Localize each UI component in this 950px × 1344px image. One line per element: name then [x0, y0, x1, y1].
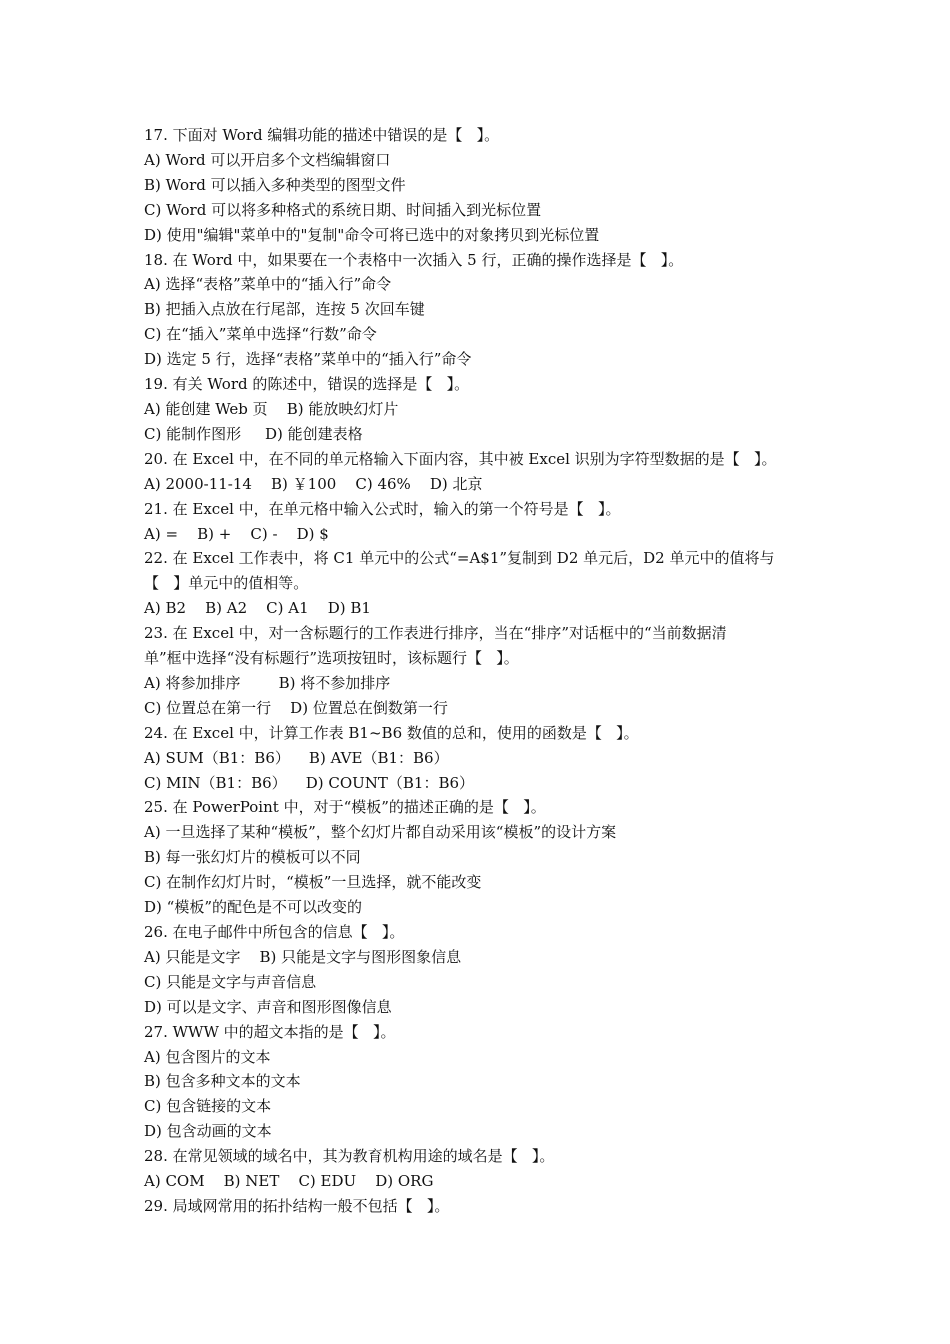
question-18: 18. 在 Word 中，如果要在一个表格中一次插入 5 行，正确的操作选择是【 】。 [144, 250, 684, 269]
options-26ab: A) 只能是文字 B) 只能是文字与图形图象信息 [144, 947, 462, 966]
option-18b: B) 把插入点放在行尾部，连按 5 次回车键 [144, 300, 425, 319]
options-21: A) = B) + C) - D) $ [144, 524, 329, 543]
question-22-line2: 【 】单元中的值相等。 [144, 574, 309, 593]
option-25b: B) 每一张幻灯片的模板可以不同 [144, 848, 361, 867]
option-27b: B) 包含多种文本的文本 [144, 1072, 301, 1091]
question-25: 25. 在 PowerPoint 中，对于“模板”的描述正确的是【 】。 [144, 798, 546, 817]
question-17: 17. 下面对 Word 编辑功能的描述中错误的是【 】。 [144, 126, 500, 144]
question-23-line2: 单”框中选择“没有标题行”选项按钮时，该标题行【 】。 [144, 649, 519, 668]
question-26: 26. 在电子邮件中所包含的信息【 】。 [144, 923, 405, 941]
option-26c: C) 只能是文字与声音信息 [144, 972, 317, 991]
question-list [144, 123, 814, 1219]
option-27a: A) 包含图片的文本 [144, 1047, 271, 1066]
options-28: A) COM B) NET C) EDU D) ORG [144, 1172, 434, 1191]
option-25c: C) 在制作幻灯片时，“模板”一旦选择，就不能改变 [144, 873, 482, 892]
question-24: 24. 在 Excel 中，计算工作表 B1~B6 数值的总和，使用的函数是【 】。 [144, 723, 639, 742]
options-22: A) B2 B) A2 C) A1 D) B1 [144, 599, 371, 618]
question-23-line1: 23. 在 Excel 中，对一含标题行的工作表进行排序，当在“排序”对话框中的“当前数据清 [144, 624, 727, 643]
question-29: 29. 局域网常用的拓扑结构一般不包括【 】。 [144, 1196, 450, 1215]
option-18c: C) 在“插入”菜单中选择“行数”命令 [144, 325, 377, 344]
question-27: 27. WWW 中的超文本指的是【 】。 [144, 1022, 396, 1041]
options-19ab: A) 能创建 Web 页 B) 能放映幻灯片 [144, 399, 399, 418]
question-28: 28. 在常见领域的域名中，其为教育机构用途的域名是【 】。 [144, 1147, 555, 1166]
option-25d: D) “模板”的配色是不可以改变的 [144, 898, 362, 917]
question-19: 19. 有关 Word 的陈述中，错误的选择是【 】。 [144, 375, 470, 394]
option-17a: A) Word 可以开启多个文档编辑窗口 [144, 150, 391, 169]
options-23cd: C) 位置总在第一行 D) 位置总在倒数第一行 [144, 698, 448, 717]
options-23ab: A) 将参加排序 B) 将不参加排序 [144, 673, 391, 692]
question-20: 20. 在 Excel 中，在不同的单元格输入下面内容，其中被 Excel 识别为字符型数据的是【 】。 [144, 449, 777, 468]
option-17b: B) Word 可以插入多种类型的图型文件 [144, 175, 406, 194]
option-17c: C) Word 可以将多种格式的系统日期、时间插入到光标位置 [144, 200, 542, 219]
option-17d: D) 使用"编辑"菜单中的"复制"命令可将已选中的对象拷贝到光标位置 [144, 225, 600, 244]
option-18a: A) 选择“表格”菜单中的“插入行”命令 [144, 275, 392, 294]
option-26d: D) 可以是文字、声音和图形图像信息 [144, 997, 392, 1016]
options-24ab: A) SUM（B1：B6） B) AVE（B1：B6） [144, 748, 449, 767]
option-18d: D) 选定 5 行，选择“表格”菜单中的“插入行”命令 [144, 350, 472, 369]
question-21: 21. 在 Excel 中，在单元格中输入公式时，输入的第一个符号是【 】。 [144, 499, 621, 518]
options-19cd: C) 能制作图形 D) 能创建表格 [144, 424, 363, 443]
question-22-line1: 22. 在 Excel 工作表中，将 C1 单元中的公式“=A$1”复制到 D2 单元后，D2 单元中的值将与 [144, 549, 775, 568]
option-27c: C) 包含链接的文本 [144, 1097, 272, 1116]
options-20: A) 2000-11-14 B) ￥100 C) 46% D) 北京 [144, 474, 483, 493]
option-27d: D) 包含动画的文本 [144, 1122, 272, 1141]
option-25a: A) 一旦选择了某种“模板”，整个幻灯片都自动采用该“模板”的设计方案 [144, 823, 617, 842]
options-24cd: C) MIN（B1：B6） D) COUNT（B1：B6） [144, 773, 475, 792]
